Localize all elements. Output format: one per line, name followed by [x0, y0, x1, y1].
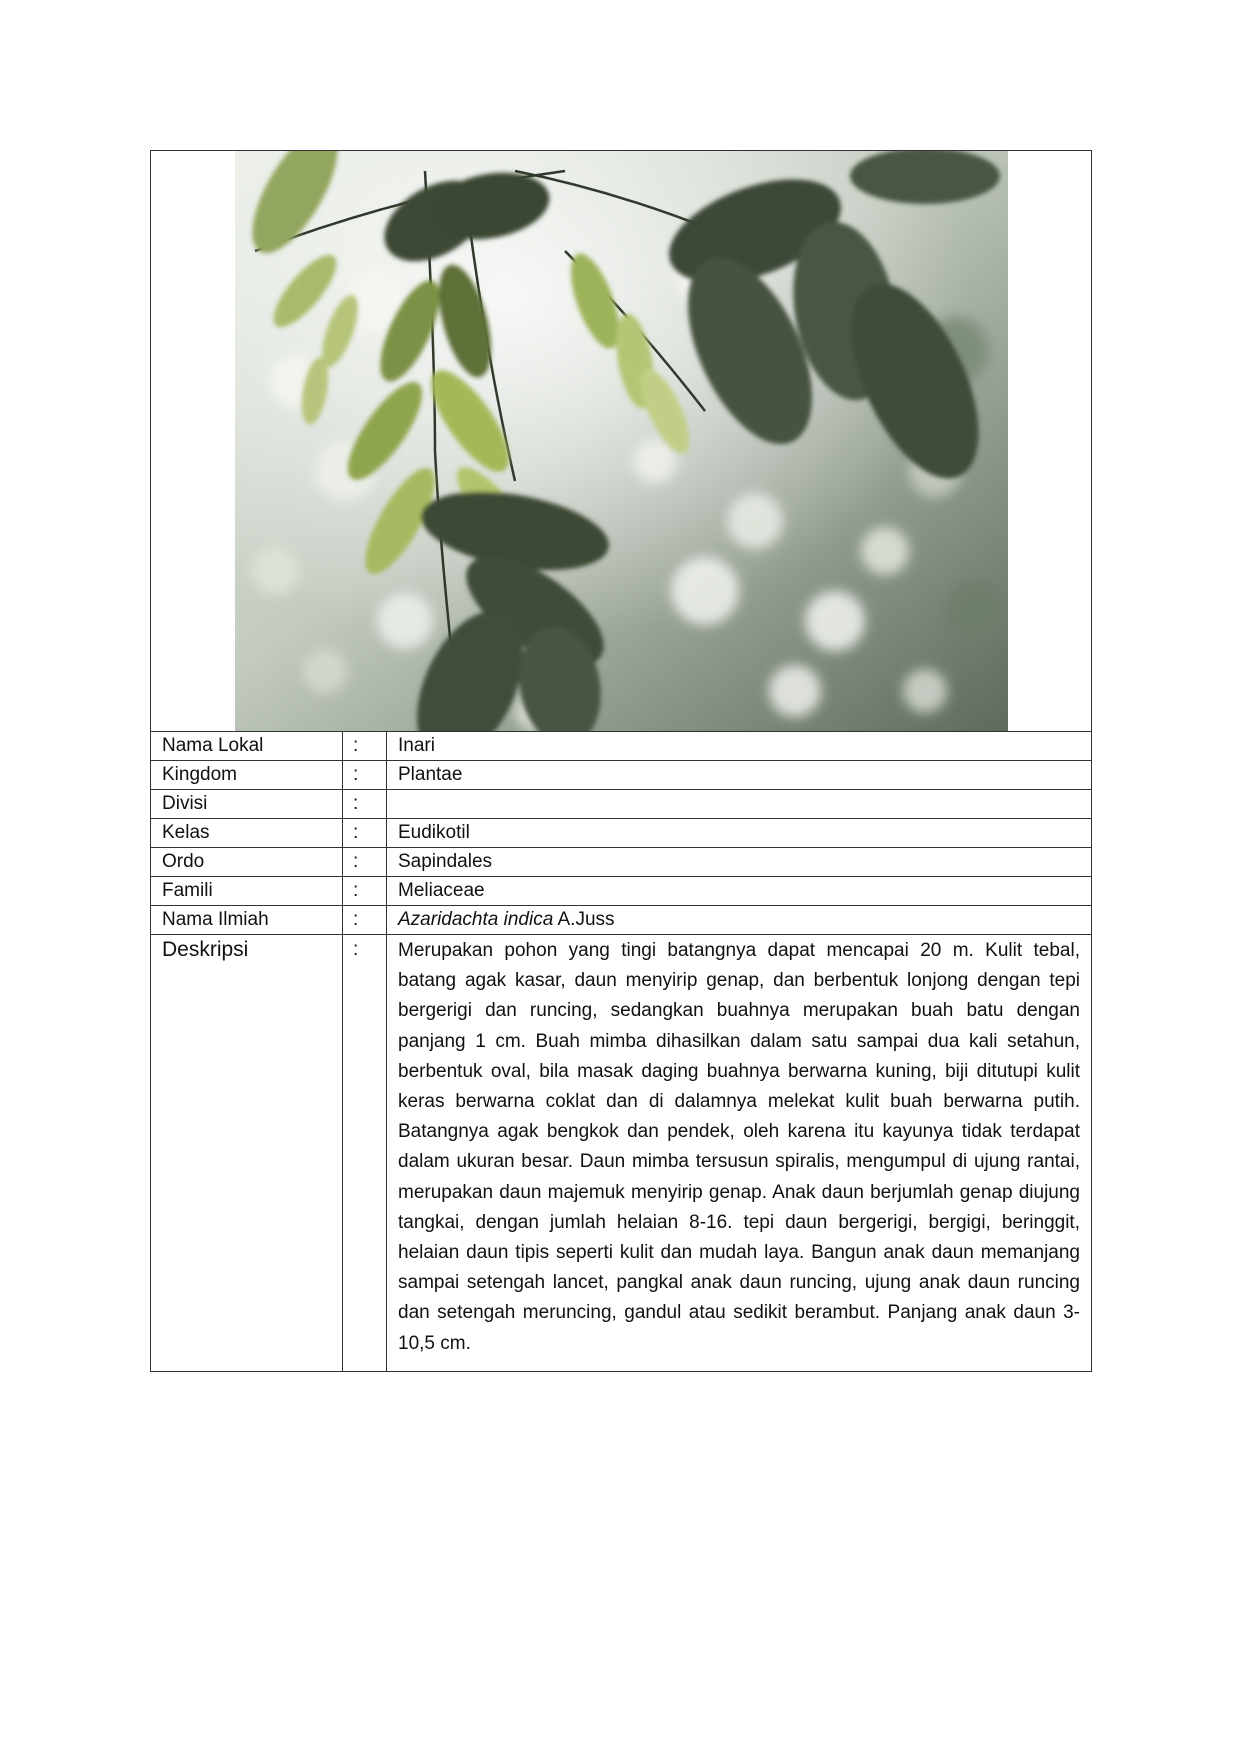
- field-value: Inari: [387, 732, 1092, 761]
- field-label: Ordo: [151, 848, 343, 877]
- field-label: Kelas: [151, 819, 343, 848]
- field-label: Nama Ilmiah: [151, 906, 343, 935]
- photo-row: [151, 151, 1092, 732]
- scientific-name-value: [387, 906, 1092, 935]
- scientific-name-italic: Azaridachta indica: [398, 909, 554, 930]
- field-value: Eudikotil: [387, 819, 1092, 848]
- field-label: Famili: [151, 877, 343, 906]
- field-value: Plantae: [387, 761, 1092, 790]
- colon-separator: :: [343, 819, 387, 848]
- specimen-table: [150, 150, 1092, 1372]
- colon-separator: :: [343, 848, 387, 877]
- colon-separator: :: [343, 877, 387, 906]
- row-deskripsi: [151, 935, 1092, 1372]
- row-famili: [151, 877, 1092, 906]
- colon-separator: :: [343, 935, 387, 1372]
- specimen-sheet: [150, 150, 1091, 1372]
- row-ordo: [151, 848, 1092, 877]
- field-value: Sapindales: [387, 848, 1092, 877]
- field-label: Nama Lokal: [151, 732, 343, 761]
- photo-cell: [151, 151, 1092, 732]
- row-nama-ilmiah: [151, 906, 1092, 935]
- colon-separator: :: [343, 790, 387, 819]
- row-nama-lokal: [151, 732, 1092, 761]
- leaf-photo: [235, 151, 1008, 731]
- colon-separator: :: [343, 906, 387, 935]
- field-label: Kingdom: [151, 761, 343, 790]
- field-value: Meliaceae: [387, 877, 1092, 906]
- field-label: Deskripsi: [151, 935, 343, 1372]
- description-text: Merupakan pohon yang tingi batangnya dapat mencapai 20 m. Kulit tebal, batang agak kasar, daun menyirip genap, dan berbentuk lonjong dengan tepi bergerigi dan runcing, sedangkan buahnya merupakan buah batu dengan panjang 1 cm. Buah mimba dihasilkan dalam satu sampai dua kali setahun, berbentuk oval, bila masak daging buahnya berwarna kuning, biji ditutupi kulit keras berwarna coklat dan di dalamnya melekat kulit buah berwarna putih. Batangnya agak bengkok dan pendek, oleh karena itu kayunya tidak terdapat dalam ukuran besar. Daun mimba tersusun spiralis, mengumpul di ujung rantai, merupakan daun majemuk menyirip genap. Anak daun berjumlah genap diujung tangkai, dengan jumlah helaian 8-16. tepi daun bergerigi, bergigi, beringgit, helaian daun tipis seperti kulit dan mudah laya. Bangun anak daun memanjang sampai setengah lancet, pangkal anak daun runcing, ujung anak daun runcing dan setengah meruncing, gandul atau sedikit berambut. Panjang anak daun 3-10,5 cm.: [387, 935, 1092, 1372]
- scientific-name-author: A.Juss: [553, 909, 615, 930]
- colon-separator: :: [343, 732, 387, 761]
- row-kingdom: [151, 761, 1092, 790]
- field-value: [387, 790, 1092, 819]
- row-kelas: [151, 819, 1092, 848]
- field-label: Divisi: [151, 790, 343, 819]
- colon-separator: :: [343, 761, 387, 790]
- row-divisi: [151, 790, 1092, 819]
